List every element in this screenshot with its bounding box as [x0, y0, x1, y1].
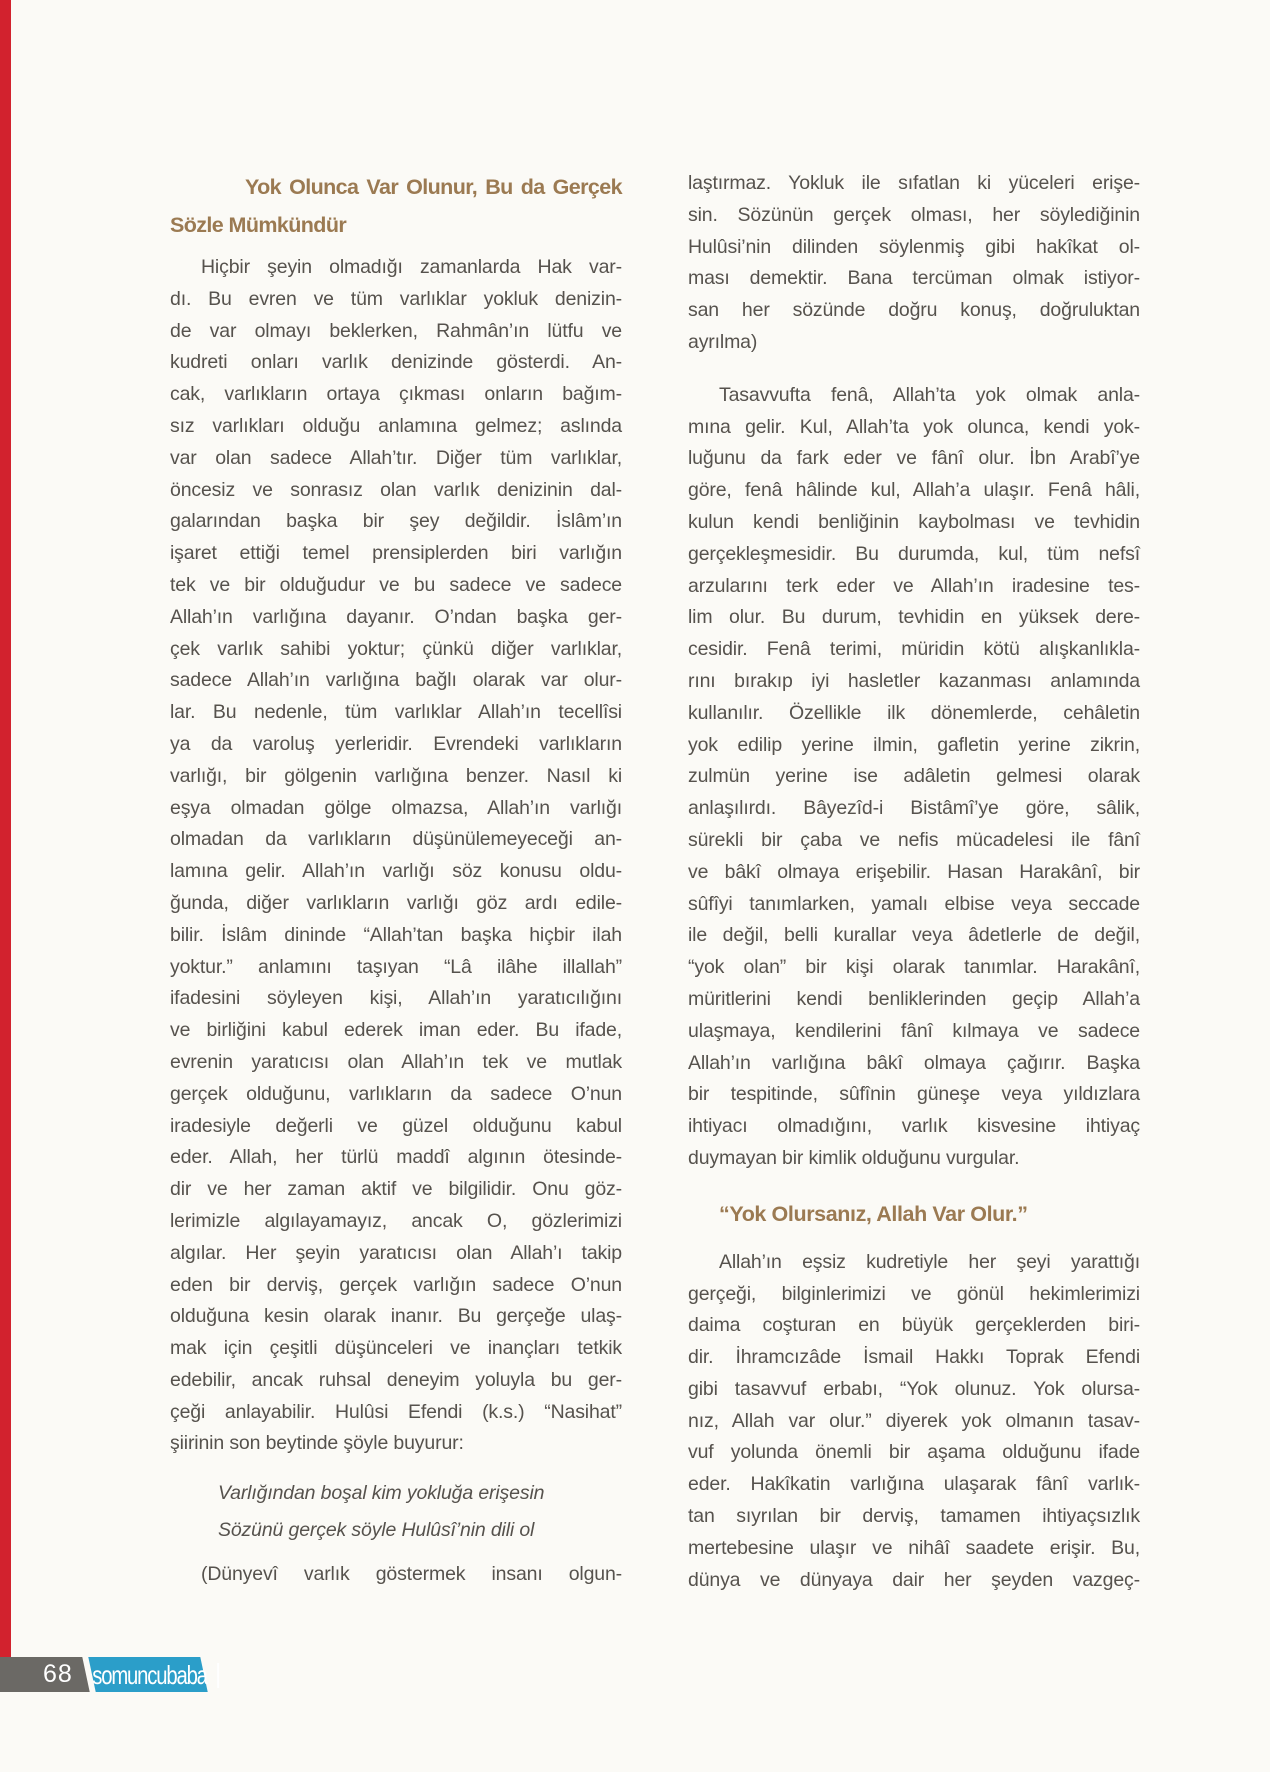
text-line: san her sözünde doğru konuş, doğruluktan	[688, 299, 1140, 322]
text-line: bilir. İslâm dininde “Allah’tan başka hiçbir ilah	[170, 923, 622, 946]
text-line: mına gelir. Kul, Allah’ta yok olunca, kendi yok-	[688, 415, 1140, 438]
paragraph	[688, 1247, 1140, 1597]
poem-couplet	[170, 1475, 622, 1549]
text-line: Sözünü gerçek söyle Hulûsî’nin dili ol	[218, 1519, 535, 1542]
text-line: daima coşturan en büyük gerçeklerden biri-	[688, 1314, 1140, 1337]
text-line: lim olur. Bu durum, tevhidin en yüksek dere-	[688, 606, 1140, 629]
text-line: rını bırakıp iyi hasletler kazanması anlamında	[688, 669, 1140, 692]
text-line: kudreti onları varlık denizinde gösterdi. An-	[170, 351, 622, 374]
text-line: zulmün yerine ise adâletin gelmesi olarak	[688, 765, 1140, 788]
text-line: çek varlık sahibi yoktur; çünkü diğer varlıklar,	[170, 637, 622, 660]
text-line: lerimizle algılayamayız, ancak O, gözlerimizi	[170, 1209, 622, 1232]
text-line: tek ve bir olduğudur ve bu sadece ve sadece	[170, 573, 622, 596]
article-body	[170, 168, 1140, 1596]
text-line: sürekli bir çaba ve nefis mücadelesi ile fânî	[688, 828, 1140, 851]
left-column	[170, 168, 622, 1596]
text-line: galarından başka bir şey değildir. İslâm’ın	[170, 510, 622, 533]
text-line: Hulûsi’nin dilinden söylenmiş gibi hakîkat ol-	[688, 235, 1140, 258]
text-line: çeği anlayabilir. Hulûsi Efendi (k.s.) “Nasihat”	[170, 1400, 622, 1423]
text-line: bir tespitinde, sûfînin güneşe veya yıldızlara	[688, 1083, 1140, 1106]
text-line: gibi tasavvuf erbabı, “Yok olunuz. Yok olursa-	[688, 1377, 1140, 1400]
text-line: eden bir derviş, gerçek varlığın sadece O’nun	[170, 1273, 622, 1296]
text-line: Allah’ın eşsiz kudretiyle her şeyi yarattığı	[719, 1250, 1140, 1273]
text-line: kulun kendi benliğinin kaybolması ve tevhidin	[688, 510, 1140, 533]
page-number: 68	[43, 1660, 73, 1688]
paragraph	[688, 168, 1140, 359]
text-line: gerçek olduğunu, varlıkların da sadece O’nun	[170, 1082, 622, 1105]
left-edge-accent-stripe	[0, 0, 11, 1657]
logo-wrap	[76, 1659, 219, 1690]
text-line: dı. Bu evren ve tüm varlıklar yokluk denizin-	[170, 287, 622, 310]
text-line: ğunda, diğer varlıkların varlığı göz ardı edile-	[170, 891, 622, 914]
article-heading	[170, 168, 622, 244]
text-line: edebilir, ancak ruhsal deneyim yoluyla bu ger-	[170, 1368, 622, 1391]
text-line: dir ve her zaman aktif ve bilgilidir. Onu göz-	[170, 1178, 622, 1201]
text-line: Allah’ın varlığına dayanır. O’ndan başka ger-	[170, 605, 622, 628]
text-line: tan sıyrılan bir derviş, tamamen ihtiyaçsızlık	[688, 1505, 1140, 1528]
text-line: ması demektir. Bana tercüman olmak istiyor-	[688, 267, 1140, 290]
text-line: olmadan da varlıkların düşünülemeyeceği an-	[170, 828, 622, 851]
text-line: sin. Sözünün gerçek olması, her söylediğinin	[688, 203, 1140, 226]
text-line: algılar. Her şeyin yaratıcısı olan Allah’ı takip	[170, 1241, 622, 1264]
paragraph	[170, 1559, 622, 1591]
text-line: eder. Hakîkatin varlığına ulaşarak fânî varlık-	[688, 1473, 1140, 1496]
text-line: (Dünyevî varlık göstermek insanı olgun-	[201, 1563, 622, 1586]
text-line: dir. İhramcızâde İsmail Hakkı Toprak Efendi	[688, 1346, 1140, 1369]
text-line: lar. Bu nedenle, tüm varlıklar Allah’ın tecellîsi	[170, 701, 622, 724]
text-line: “yok olan” bir kişi olarak tanımlar. Harakânî,	[688, 956, 1140, 979]
text-line: eşya olmadan gölge olmazsa, Allah’ın varlığı	[170, 796, 622, 819]
text-line: iradesiyle değerli ve güzel olduğunu kabul	[170, 1114, 622, 1137]
text-line: sız varlıkları olduğu anlamına gelmez; aslında	[170, 414, 622, 437]
paragraph	[170, 252, 622, 1460]
text-line: Tasavvufta fenâ, Allah’ta yok olmak anla-	[719, 383, 1140, 406]
text-line: müritlerini kendi benliklerinden geçip Allah’a	[688, 987, 1140, 1010]
text-line: gerçeği, bilginlerimizi ve gönül hekimlerimizi	[688, 1282, 1140, 1305]
right-column	[688, 168, 1140, 1596]
text-line: öncesiz ve sonrasız olan varlık denizinin dal-	[170, 478, 622, 501]
text-line: yok edilip yerine ilmin, gafletin yerine zikrin,	[688, 733, 1140, 756]
text-line: laştırmaz. Yokluk ile sıfatlan ki yüceleri erişe-	[688, 172, 1140, 194]
text-line: Sözle Mümkündür	[170, 213, 347, 237]
text-line: evrenin yaratıcısı olan Allah’ın tek ve mutlak	[170, 1050, 622, 1073]
text-line: olduğuna kesin olarak inanır. Bu gerçeğe ulaş-	[170, 1305, 622, 1328]
text-line: ve bâkî olmaya erişebilir. Hasan Harakânî, bir	[688, 860, 1140, 883]
text-line: yoktur.” anlamını taşıyan “Lâ ilâhe illallah”	[170, 955, 622, 978]
magazine-logo	[88, 1657, 207, 1692]
text-line: Hiçbir şeyin olmadığı zamanlarda Hak var-	[201, 256, 622, 278]
text-line: sûfîyi tanımlarken, yamalı elbise veya seccade	[688, 892, 1140, 915]
footer-pagination-bar	[0, 1657, 280, 1692]
text-line: vuf yolunda önemli bir aşama olduğunu ifade	[688, 1441, 1140, 1464]
text-line: ifadesini söyleyen kişi, Allah’ın yaratıcılığını	[170, 987, 622, 1010]
text-line: varlığı, bir gölgenin varlığına benzer. Nasıl ki	[170, 764, 622, 787]
text-line: cesidir. Fenâ terimi, müridin kötü alışkanlıkla-	[688, 638, 1140, 661]
text-line: arzularını terk eder ve Allah’ın iradesine tes-	[688, 574, 1140, 597]
text-line: lamına gelir. Allah’ın varlığı söz konusu oldu-	[170, 860, 622, 883]
text-line: kullanılır. Özellikle ilk dönemlerde, cehâletin	[688, 701, 1140, 724]
text-line: var olan sadece Allah’tır. Diğer tüm varlıklar,	[170, 446, 622, 469]
text-line: de var olmayı beklerken, Rahmân’ın lütfu ve	[170, 319, 622, 342]
text-line: Yok Olunca Var Olunur, Bu da Gerçek	[245, 175, 622, 199]
logo-cursor-bar	[217, 1662, 220, 1687]
text-line: ulaşmaya, kendilerini fânî kılmaya ve sadece	[688, 1019, 1140, 1042]
text-line: göre, fenâ hâlinde kul, Allah’a ulaşır. Fenâ hâli,	[688, 479, 1140, 502]
text-line: cak, varlıkların ortaya çıkması onların bağım-	[170, 383, 622, 406]
text-line: luğunu da fark eder ve fânî olur. İbn Arabî’ye	[688, 447, 1140, 470]
text-line: sadece Allah’ın varlığına bağlı olarak var olur-	[170, 669, 622, 692]
text-line: dünya ve dünyaya dair her şeyden vazgeç-	[688, 1568, 1140, 1591]
section-subheading: “Yok Olursanız, Allah Var Olur.”	[719, 1201, 1028, 1226]
paragraph	[688, 380, 1140, 1175]
text-line: eder. Allah, her türlü maddî algının ötesinde-	[170, 1146, 622, 1169]
text-line: ihtiyacı olmadığını, varlık kisvesine ihtiyaç	[688, 1115, 1140, 1138]
text-line: duymayan bir kimlik olduğunu vurgular.	[688, 1146, 1020, 1169]
magazine-logo-text: somuncubaba	[92, 1659, 208, 1690]
text-line: ayrılma)	[688, 330, 758, 353]
text-line: Varlığından boşal kim yokluğa erişesin	[218, 1482, 545, 1505]
text-line: anlaşılırdı. Bâyezîd-i Bistâmî’ye göre, sâlik,	[688, 797, 1140, 820]
text-line: şiirinin son beytinde şöyle buyurur:	[170, 1432, 464, 1455]
text-line: ya da varoluş yerleridir. Evrendeki varlıkların	[170, 732, 622, 755]
text-line: ve birliğini kabul ederek iman eder. Bu ifade,	[170, 1019, 622, 1042]
text-line: ile değil, belli kurallar veya âdetlerle de değil,	[688, 924, 1140, 947]
text-line: gerçekleşmesidir. Bu durumda, kul, tüm nefsî	[688, 542, 1140, 565]
text-line: nız, Allah var olur.” diyerek yok olmanın tasav-	[688, 1409, 1140, 1432]
text-line: Allah’ın varlığına bâkî olmaya çağırır. Başka	[688, 1051, 1140, 1074]
text-line: mertebesine ulaşır ve nihâî saadete erişir. Bu,	[688, 1536, 1140, 1559]
text-line: mak için çeşitli düşünceleri ve inançları tetkik	[170, 1337, 622, 1360]
text-line: işaret ettiği temel prensiplerden biri varlığın	[170, 542, 622, 565]
